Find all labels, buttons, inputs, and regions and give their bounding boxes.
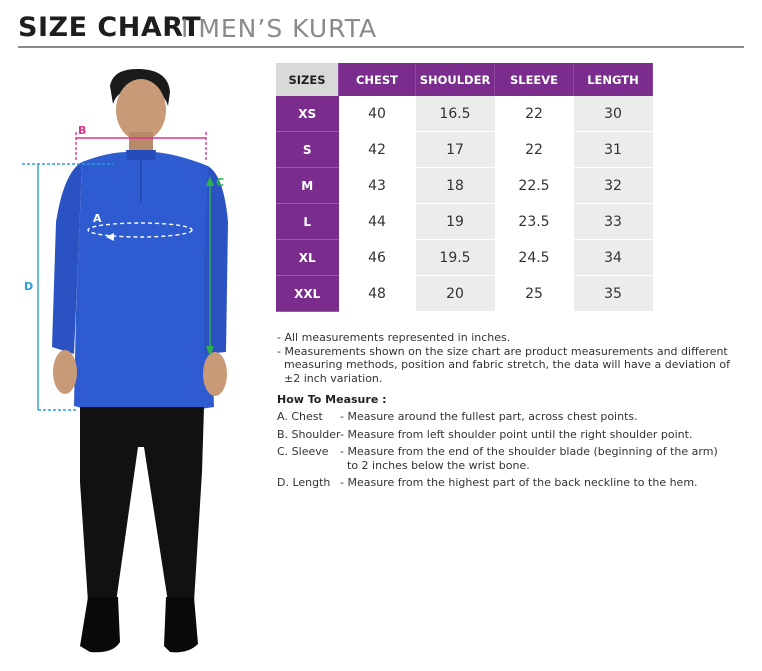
table-row	[276, 204, 653, 240]
shoulder-cell: 18	[416, 168, 495, 204]
how-to-label: A. Chest	[277, 410, 323, 423]
chest-cell: 40	[339, 96, 416, 132]
label-b: B	[78, 124, 87, 137]
how-to-label: D. Length	[277, 476, 331, 489]
shoulder-cell: 16.5	[416, 96, 495, 132]
sleeve-cell: 22.5	[495, 168, 574, 204]
length-cell: 33	[574, 204, 653, 240]
header-length: LENGTH	[574, 63, 653, 96]
table-row	[276, 240, 653, 276]
how-to-label: C. Sleeve	[277, 445, 329, 458]
length-cell: 31	[574, 132, 653, 168]
size-cell: XXL	[276, 276, 339, 312]
shoulder-cell: 19.5	[416, 240, 495, 276]
table-row	[276, 96, 653, 132]
size-cell: S	[276, 132, 339, 168]
model-illustration	[18, 62, 258, 667]
chest-cell: 44	[339, 204, 416, 240]
note-line: - All measurements represented in inches.	[277, 331, 511, 344]
size-cell: XS	[276, 96, 339, 132]
sleeve-cell: 23.5	[495, 204, 574, 240]
length-cell: 32	[574, 168, 653, 204]
how-to-desc: - Measure from the highest part of the back neckline to the hem.	[340, 476, 698, 489]
header-sleeve: SLEEVE	[495, 63, 574, 96]
how-to-measure-title: How To Measure :	[277, 393, 387, 406]
length-cell: 34	[574, 240, 653, 276]
page-header	[18, 12, 744, 48]
model-left-hand	[53, 350, 77, 394]
chest-cell: 42	[339, 132, 416, 168]
header-shoulder: SHOULDER	[416, 63, 495, 96]
chest-cell: 43	[339, 168, 416, 204]
table-row	[276, 132, 653, 168]
label-d: D	[24, 280, 34, 293]
model-right-shoe	[164, 597, 198, 652]
note-line: - Measurements shown on the size chart are product measurements and different	[277, 344, 728, 358]
how-to-desc: - Measure from the end of the shoulder blade (beginning of the arm)	[340, 445, 718, 458]
length-cell: 35	[574, 276, 653, 312]
how-to-desc: to 2 inches below the wrist bone.	[347, 459, 530, 472]
size-cell: L	[276, 204, 339, 240]
sleeve-cell: 22	[495, 96, 574, 132]
page-subtitle: I MEN’S KURTA	[181, 14, 378, 43]
size-table-header	[276, 63, 653, 96]
sleeve-cell: 22	[495, 132, 574, 168]
kurta-body	[74, 152, 214, 414]
shoulder-cell: 17	[416, 132, 495, 168]
table-row	[276, 276, 653, 312]
model-right-hand	[203, 352, 227, 396]
size-table	[276, 63, 653, 312]
note-line: ±2 inch variation.	[284, 371, 383, 385]
chest-cell: 46	[339, 240, 416, 276]
model-face	[116, 79, 166, 141]
how-to-label: B. Shoulder	[277, 428, 341, 441]
sleeve-cell: 25	[495, 276, 574, 312]
length-cell: 30	[574, 96, 653, 132]
label-a: A	[93, 212, 102, 225]
shoulder-cell: 19	[416, 204, 495, 240]
sleeve-cell: 24.5	[495, 240, 574, 276]
measurement-notes	[277, 331, 737, 385]
model-trousers	[80, 407, 204, 602]
how-to-desc: - Measure around the fullest part, across chest points.	[340, 410, 638, 423]
model-left-shoe	[80, 597, 120, 652]
shoulder-cell: 20	[416, 276, 495, 312]
size-cell: XL	[276, 240, 339, 276]
chest-cell: 48	[339, 276, 416, 312]
header-sizes: SIZES	[276, 63, 339, 96]
table-row	[276, 168, 653, 204]
page-title: SIZE CHART	[18, 12, 202, 43]
kurta-right-sleeve	[204, 166, 228, 354]
how-to-desc: - Measure from left shoulder point until the right shoulder point.	[340, 428, 693, 441]
kurta-collar	[126, 150, 156, 160]
header-chest: CHEST	[339, 63, 416, 96]
label-c: C	[216, 176, 225, 189]
note-line: measuring methods, position and fabric stretch, the data will have a deviation of	[284, 358, 730, 371]
size-cell: M	[276, 168, 339, 204]
